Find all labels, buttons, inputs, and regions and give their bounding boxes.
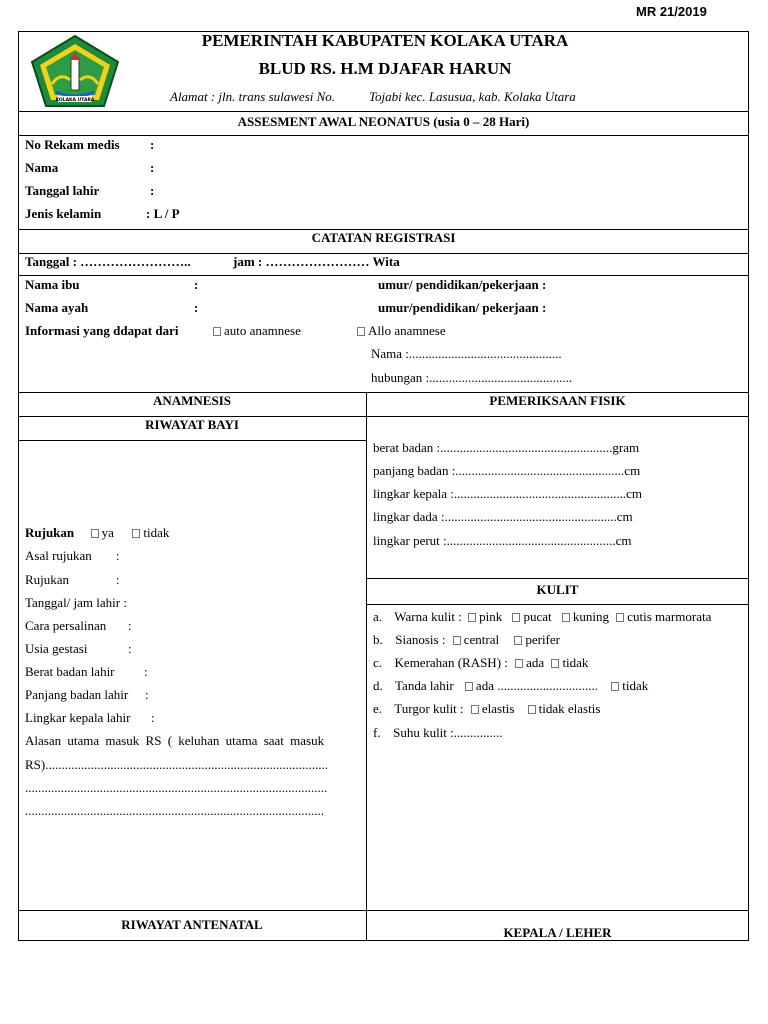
- colon: :: [128, 618, 132, 633]
- central-label: central: [463, 632, 500, 647]
- tanggal-field[interactable]: Tanggal : ……………………..: [25, 254, 191, 269]
- checkbox-ya[interactable]: [91, 529, 99, 538]
- colon: :: [116, 548, 120, 563]
- field-cara-persalinan: Cara persalinan: [25, 618, 107, 633]
- tidak-label: tidak: [143, 525, 170, 540]
- checkbox-elastis[interactable]: [471, 705, 479, 714]
- warna-kulit-label: Warna kulit :: [394, 609, 462, 624]
- checkbox-pink[interactable]: [468, 613, 476, 622]
- field-lingkar-kepala-lahir: Lingkar kepala lahir: [25, 710, 131, 725]
- berat-badan-field[interactable]: berat badan :.....................................................gram: [373, 440, 640, 455]
- tidak-elastis-label: tidak elastis: [538, 701, 601, 716]
- field-tanggal-jam-lahir: Tanggal/ jam lahir :: [25, 595, 127, 610]
- checkbox-tanda-lahir-tidak[interactable]: [611, 682, 619, 691]
- header-hospital: BLUD RS. H.M DJAFAR HARUN: [258, 59, 512, 78]
- lingkar-perut-field[interactable]: lingkar perut :....................................................cm: [373, 533, 632, 548]
- field-usia-gestasi: Usia gestasi: [25, 641, 88, 656]
- colon: :: [150, 183, 155, 198]
- checkbox-central[interactable]: [453, 636, 461, 645]
- kulit-item-c: [373, 655, 588, 671]
- label-jenis-kelamin: Jenis kelamin: [25, 206, 102, 221]
- checkbox-tidak-elastis[interactable]: [528, 705, 536, 714]
- checkbox-pucat[interactable]: [512, 613, 520, 622]
- item-marker: b.: [373, 632, 383, 647]
- logo-text: KOLAKA UTARA: [55, 98, 95, 103]
- item-marker: c.: [373, 655, 383, 670]
- field-berat-badan-lahir: Berat badan lahir: [25, 664, 115, 679]
- regency-logo: [30, 34, 120, 108]
- form-code: MR 21/2019: [636, 4, 707, 19]
- label-umur-ibu: umur/ pendidikan/pekerjaan :: [378, 277, 547, 292]
- alasan-line-1[interactable]: RS).......................................................................................: [25, 757, 328, 772]
- jenis-kelamin-value[interactable]: : L / P: [146, 206, 180, 221]
- lingkar-dada-field[interactable]: lingkar dada :.....................................................cm: [373, 509, 633, 524]
- checkbox-allo-anamnese[interactable]: [357, 323, 446, 339]
- item-marker: d.: [373, 678, 383, 693]
- item-marker: e.: [373, 701, 383, 716]
- label-nama-ayah: Nama ayah: [25, 300, 89, 315]
- allo-anamnese-label: Allo anamnese: [368, 323, 446, 338]
- label-rekam-medis: No Rekam medis: [25, 137, 120, 152]
- checkbox-tidak[interactable]: [132, 529, 140, 538]
- ada-field[interactable]: ada ...............................: [475, 678, 598, 693]
- elastis-label: elastis: [481, 701, 515, 716]
- colon: :: [144, 664, 148, 679]
- cutis-marmorata-label: cutis marmorata: [627, 609, 712, 624]
- rujukan-row: [25, 525, 169, 541]
- checkbox-auto-anamnese[interactable]: [213, 323, 301, 339]
- field-rujukan: Rujukan: [25, 572, 70, 587]
- checkbox-icon[interactable]: [213, 327, 221, 336]
- checkbox-cutis-marmorata[interactable]: [616, 613, 624, 622]
- pink-label: pink: [479, 609, 503, 624]
- anamnesis-title: ANAMNESIS: [152, 393, 231, 408]
- item-marker: a.: [373, 609, 383, 624]
- kepala-leher-title: KEPALA / LEHER: [503, 925, 612, 940]
- colon: :: [116, 572, 120, 587]
- tidak-label: tidak: [622, 678, 649, 693]
- tidak-label: tidak: [562, 655, 589, 670]
- colon: :: [128, 641, 132, 656]
- colon: :: [151, 710, 155, 725]
- colon: :: [145, 687, 149, 702]
- checkbox-rash-tidak[interactable]: [551, 659, 559, 668]
- kulit-item-f: [373, 725, 503, 741]
- colon: :: [150, 160, 155, 175]
- form-title: ASSESMENT AWAL NEONATUS (usia 0 – 28 Hari): [237, 114, 530, 129]
- pemeriksaan-title: PEMERIKSAAN FISIK: [489, 393, 626, 408]
- sianosis-label: Sianosis :: [395, 632, 446, 647]
- kulit-title: KULIT: [536, 582, 579, 597]
- item-marker: f.: [373, 725, 381, 740]
- header-gov: PEMERINTAH KABUPATEN KOLAKA UTARA: [201, 31, 569, 50]
- checkbox-rash-ada[interactable]: [515, 659, 523, 668]
- field-asal-rujukan: Asal rujukan: [25, 548, 92, 563]
- checkbox-icon[interactable]: [357, 327, 365, 336]
- field-panjang-badan-lahir: Panjang badan lahir: [25, 687, 129, 702]
- ya-label: ya: [101, 525, 114, 540]
- kulit-item-a: [373, 609, 711, 625]
- kulit-item-d: [373, 678, 648, 694]
- suhu-kulit-field[interactable]: Suhu kulit :...............: [393, 725, 503, 740]
- header-address-district: Tojabi kec. Lasusua, kab. Kolaka Utara: [369, 89, 576, 104]
- panjang-badan-field[interactable]: panjang badan :....................................................cm: [373, 463, 641, 478]
- riwayat-bayi-title: RIWAYAT BAYI: [145, 417, 239, 432]
- alasan-line-3[interactable]: ............................................................................................: [25, 803, 324, 818]
- tanda-lahir-label: Tanda lahir: [395, 678, 454, 693]
- alasan-label: Alasan utama masuk RS ( keluhan utama saat masuk: [25, 733, 325, 748]
- label-nama-ibu: Nama ibu: [25, 277, 80, 292]
- label-informasi: Informasi yang ddapat dari: [25, 323, 179, 338]
- auto-anamnese-label: auto anamnese: [224, 323, 301, 338]
- registrasi-title: CATATAN REGISTRASI: [311, 230, 456, 245]
- perifer-label: perifer: [525, 632, 560, 647]
- label-umur-ayah: umur/pendidikan/ pekerjaan :: [378, 300, 547, 315]
- ada-label: ada: [526, 655, 545, 670]
- kulit-item-e: [373, 701, 600, 717]
- colon: :: [194, 277, 199, 292]
- pucat-label: pucat: [523, 609, 552, 624]
- kuning-label: kuning: [572, 609, 609, 624]
- header-address-street: Alamat : jln. trans sulawesi No.: [170, 89, 336, 104]
- informant-name-field[interactable]: Nama :...............................................: [371, 346, 562, 361]
- kulit-item-b: [373, 632, 560, 648]
- colon: :: [194, 300, 199, 315]
- label-nama: Nama: [25, 160, 59, 175]
- checkbox-perifer[interactable]: [514, 636, 522, 645]
- rujukan-label: Rujukan: [25, 525, 75, 540]
- checkbox-tanda-lahir-ada[interactable]: [465, 682, 473, 691]
- jam-field[interactable]: jam : …………………… Wita: [233, 254, 400, 269]
- lingkar-kepala-field[interactable]: lingkar kepala :.....................................................cm: [373, 486, 642, 501]
- kemerahan-label: Kemerahan (RASH) :: [394, 655, 508, 670]
- label-tanggal-lahir: Tanggal lahir: [25, 183, 100, 198]
- informant-relation-field[interactable]: hubungan :............................................: [371, 370, 573, 385]
- colon: :: [150, 137, 155, 152]
- riwayat-antenatal-title: RIWAYAT ANTENATAL: [121, 917, 263, 932]
- alasan-line-2[interactable]: .............................................................................................: [25, 780, 328, 795]
- turgor-label: Turgor kulit :: [394, 701, 464, 716]
- checkbox-kuning[interactable]: [562, 613, 570, 622]
